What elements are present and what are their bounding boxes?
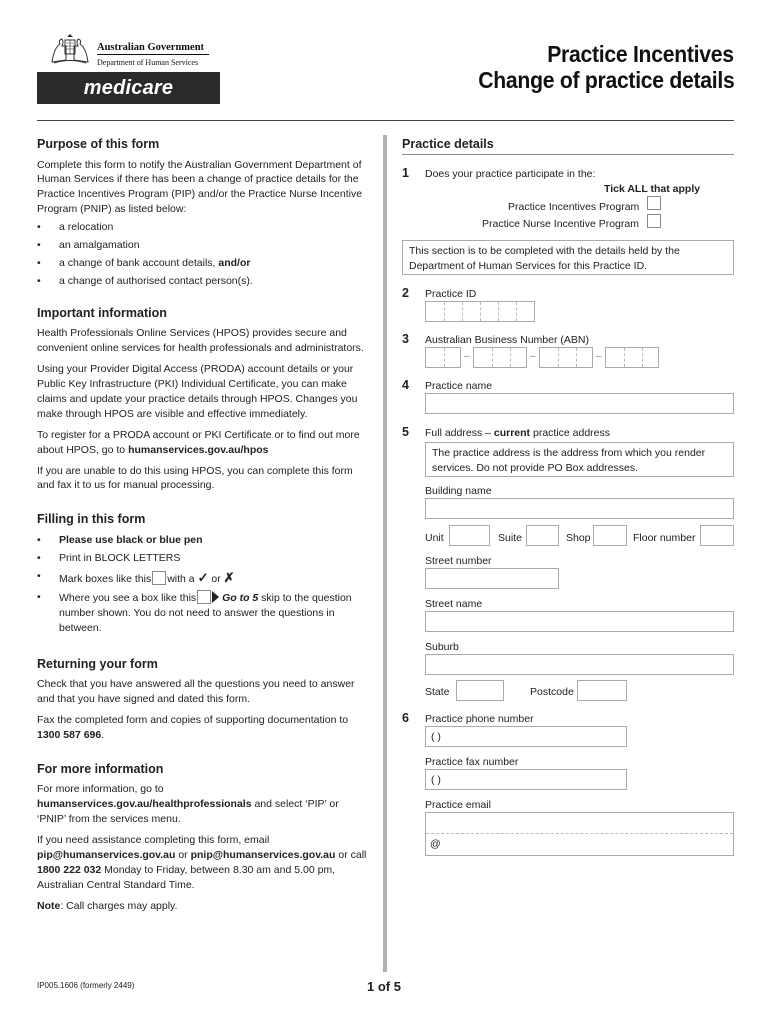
shop-input[interactable] [593,525,627,546]
list-item: • a relocation [37,221,114,234]
building-name-label: Building name [425,485,492,497]
pnip-email-link[interactable]: pnip@humanservices.gov.au [190,849,336,862]
street-name-input[interactable] [425,611,734,632]
suite-label: Suite [498,532,522,544]
filling-heading: Filling in this form [37,512,146,527]
abn-label: Australian Business Number (ABN) [425,334,589,346]
sample-checkbox [152,571,166,585]
list-item: • a change of authorised contact person(s). [37,274,253,287]
gov-divider [97,54,209,55]
fax-label: Practice fax number [425,756,519,768]
purpose-heading: Purpose of this form [37,137,160,151]
practice-name-label: Practice name [425,380,493,392]
abn-dash: – [530,351,536,362]
pip-option-label: Practice Incentives Program [508,201,640,213]
state-input[interactable] [456,680,504,701]
list-item: • Where you see a box like this Go to 5 skip to the question number shown. You do not need to answer the questions in between. [37,591,352,634]
healthprofessionals-link[interactable]: humanservices.gov.au/healthprofessionals [37,798,252,811]
list-item: • an amalgamation [37,239,140,252]
shop-label: Shop [566,532,591,544]
gov-dept: Department of Human Services [97,58,199,67]
important-heading: Important information [37,305,167,320]
hpos-link[interactable]: humanservices.gov.au/hpos [128,443,269,456]
header-divider [37,120,734,121]
floor-number-input[interactable] [700,525,734,546]
address-label: Full address – current practice address [425,427,611,439]
suburb-input[interactable] [425,654,734,675]
returning-p1: Check that you have answered all the questions you need to answer and that you have signed and dated this form. [37,678,355,706]
tick-icon: ✓ [197,569,209,585]
practice-details-heading: Practice details [402,137,494,151]
unit-label: Unit [425,532,444,544]
list-item: • a change of bank account details, and/or [37,256,251,269]
street-number-label: Street number [425,555,492,567]
more-info-note: Note: Call charges may apply. [37,899,178,912]
important-p4: If you are unable to do this using HPOS, you can complete this form and fax it to us for manual processing. [37,464,353,492]
more-info-p2: If you need assistance completing this form, email pip@humanservices.gov.au or pnip@humanservices.gov.au or call 1800 222 032 Monday to Friday, between 8.30 am and 5.00 pm, Australian Central Standard Time. [37,834,367,891]
goto-arrow-icon [212,591,219,603]
returning-heading: Returning your form [37,656,158,671]
sample-goto-box [197,590,211,604]
abn-input-1[interactable] [425,347,461,368]
question-number: 5 [402,425,409,439]
abn-dash: – [596,351,602,362]
pip-checkbox[interactable] [647,196,661,210]
pip-email-link[interactable]: pip@humanservices.gov.au [37,849,176,862]
q1-text: Does your practice participate in the: [425,168,596,180]
page-title-line2: Change of practice details [477,67,734,93]
unit-input[interactable] [449,525,490,546]
list-item: • Print in BLOCK LETTERS [37,551,181,564]
form-code: IP005.1606 (formerly 2449) [37,981,135,990]
state-label: State [425,686,450,698]
more-info-heading: For more information [37,761,164,776]
question-number: 6 [402,711,409,725]
street-name-label: Street name [425,598,483,610]
important-p2: Using your Provider Digital Access (PRODA) account details or your Public Key Infrastructure (PKI) Individual Certificate, you can make claims and update your practice details through HPOS. Changes you make through HPOS are visible and effective immediately. [37,363,358,420]
question-number: 1 [402,166,409,180]
list-item: • Mark boxes like this with a ✓ or ✗ [37,569,235,585]
email-input[interactable]: @ [425,812,734,856]
suite-input[interactable] [526,525,559,546]
abn-input-3[interactable] [539,347,593,368]
practice-details-divider [402,154,734,155]
suburb-label: Suburb [425,641,459,653]
postcode-input[interactable] [577,680,627,701]
phone-input[interactable]: ( ) [425,726,627,747]
cross-icon: ✗ [223,569,235,585]
more-info-p1: For more information, go to humanservices.gov.au/healthprofessionals and select ‘PIP’ or ‘PNIP’ from the services menu. [37,783,339,826]
email-label: Practice email [425,799,491,811]
question-number: 2 [402,286,409,300]
fax-input[interactable]: ( ) [425,769,627,790]
question-number: 4 [402,378,409,392]
gov-title: Australian Government [97,42,205,53]
important-p1: Health Professionals Online Services (HPOS) provides secure and convenient online services for health professionals and administrators. [37,327,364,355]
practice-id-input[interactable] [425,301,535,322]
page-title-line1: Practice Incentives [547,41,734,67]
pnip-option-label: Practice Nurse Incentive Program [482,218,639,230]
question-number: 3 [402,332,409,346]
abn-input-2[interactable] [473,347,527,368]
practice-id-label: Practice ID [425,288,477,300]
postcode-label: Postcode [530,686,574,698]
column-divider [383,135,387,972]
abn-input-4[interactable] [605,347,659,368]
purpose-intro: Complete this form to notify the Australian Government Department of Human Services if there has been a change of practice details for the Practice Incentives Program (PIP) and/or the Practice Nurse Incentive Program (PNIP) as listed below: [37,158,363,216]
floor-number-label: Floor number [633,532,696,544]
left-column [37,136,369,920]
address-note: The practice address is the address from which you render services. Do not provide PO Box addresses. [425,442,734,477]
street-number-input[interactable] [425,568,559,589]
returning-p2: Fax the completed form and copies of supporting documentation to 1300 587 696. [37,714,349,742]
important-p3: To register for a PRODA account or PKI Certificate or to find out more about HPOS, go to humanservices.gov.au/hpos [37,428,360,456]
medicare-logo: medicare [37,72,220,104]
pnip-checkbox[interactable] [647,214,661,228]
building-name-input[interactable] [425,498,734,519]
list-item: • Please use black or blue pen [37,533,203,546]
abn-dash: – [464,351,470,362]
coat-of-arms-icon [48,34,92,66]
page-number: 1 of 5 [367,979,401,994]
section-note: This section is to be completed with the details held by the Department of Human Services for this Practice ID. [402,240,734,275]
tick-all-label: Tick ALL that apply [604,183,701,195]
phone-label: Practice phone number [425,713,534,725]
practice-name-input[interactable] [425,393,734,414]
